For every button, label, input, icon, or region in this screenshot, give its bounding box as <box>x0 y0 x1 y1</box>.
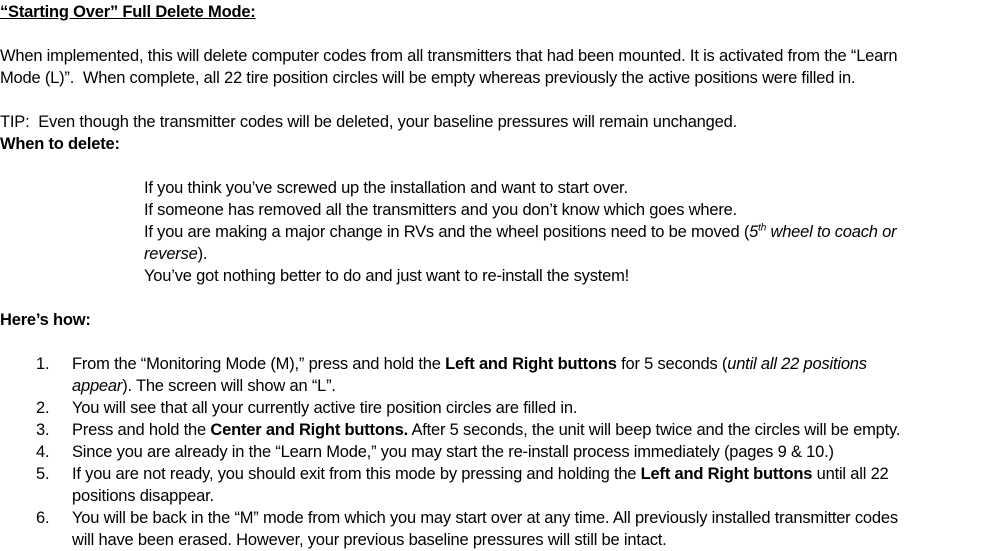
step-2-line-1: You will see that all your currently active tire position circles are filled in. <box>72 399 578 417</box>
when-item-2: If someone has removed all the transmitters and you don’t know which goes where. <box>144 201 737 219</box>
step-number: 5. <box>36 465 50 483</box>
when-item-3-continued <box>144 243 990 265</box>
step-1-text-c: for 5 seconds ( <box>616 355 728 373</box>
step-3-text-a: Press and hold the <box>72 421 211 439</box>
tip-text: TIP: Even though the transmitter codes will be deleted, your baseline pressures will remain unchanged. <box>0 113 737 131</box>
spacer <box>0 331 990 353</box>
when-item-4: You’ve got nothing better to do and just want to re-install the system! <box>144 267 630 285</box>
step-4-line-1: Since you are already in the “Learn Mode,” you may start the re-install process immediately (pages 9 & 10.) <box>72 443 834 461</box>
step-1-text-a: From the “Monitoring Mode (M),” press and hold the <box>72 355 446 373</box>
intro-line-2: Mode (L)”. When complete, all 22 tire position circles will be empty whereas previously the active positions were filled in. <box>0 69 856 87</box>
step-number: 4. <box>36 443 50 461</box>
when-item-3-text-c: wheel to coach or <box>766 223 897 241</box>
step-1-line-2 <box>72 375 990 397</box>
step-5-text-b: Left and Right buttons <box>640 465 813 483</box>
step-1 <box>0 353 990 397</box>
step-1-text-e: appear <box>72 377 123 395</box>
step-3 <box>0 419 990 441</box>
step-6-line-2: will have been erased. However, your previous baseline pressures will still be intact. <box>72 531 667 549</box>
step-6 <box>0 507 990 551</box>
section-title: “Starting Over” Full Delete Mode: <box>0 3 256 21</box>
spacer <box>0 89 990 111</box>
step-3-text-b: Center and Right buttons. <box>210 421 408 439</box>
when-item-1: If you think you’ve screwed up the installation and want to start over. <box>144 179 628 197</box>
step-1-text-b: Left and Right buttons <box>445 355 617 373</box>
step-1-line-1 <box>72 353 990 375</box>
step-5-text-c: until all 22 <box>812 465 889 483</box>
step-1-text-f: ). The screen will show an “L”. <box>122 377 336 395</box>
when-item-3-text-a: If you are making a major change in RVs and the wheel positions need to be moved ( <box>144 223 750 241</box>
step-4 <box>0 441 990 463</box>
intro-line-1: When implemented, this will delete computer codes from all transmitters that had been mounted. It is activated from the “Learn <box>0 47 898 65</box>
step-number: 2. <box>36 399 50 417</box>
step-5-line-1 <box>72 463 990 485</box>
when-item-3-sup: th <box>758 222 767 234</box>
when-to-delete-list <box>0 177 990 287</box>
step-number: 1. <box>36 355 50 373</box>
heres-how-heading: Here’s how: <box>0 311 91 329</box>
when-item-3 <box>144 221 990 243</box>
when-item-3-text-e: ). <box>197 245 208 263</box>
step-3-line-1 <box>72 419 990 441</box>
step-6-line-1: You will be back in the “M” mode from which you may start over at any time. All previously installed transmitter codes <box>72 509 898 527</box>
step-3-text-c: After 5 seconds, the unit will beep twice and the circles will be empty. <box>407 421 901 439</box>
step-2 <box>0 397 990 419</box>
step-5 <box>0 463 990 507</box>
steps-list <box>0 353 990 551</box>
step-5-text-a: If you are not ready, you should exit from this mode by pressing and holding the <box>72 465 641 483</box>
when-item-3-text-b: 5 <box>749 223 759 241</box>
step-1-text-d: until all 22 positions <box>727 355 867 373</box>
step-5-line-2: positions disappear. <box>72 487 214 505</box>
step-number: 3. <box>36 421 50 439</box>
when-item-3-text-d: reverse <box>144 245 198 263</box>
spacer <box>0 287 990 309</box>
step-number: 6. <box>36 509 50 527</box>
spacer <box>0 155 990 177</box>
spacer <box>0 23 990 45</box>
when-to-delete-heading: When to delete: <box>0 135 120 153</box>
